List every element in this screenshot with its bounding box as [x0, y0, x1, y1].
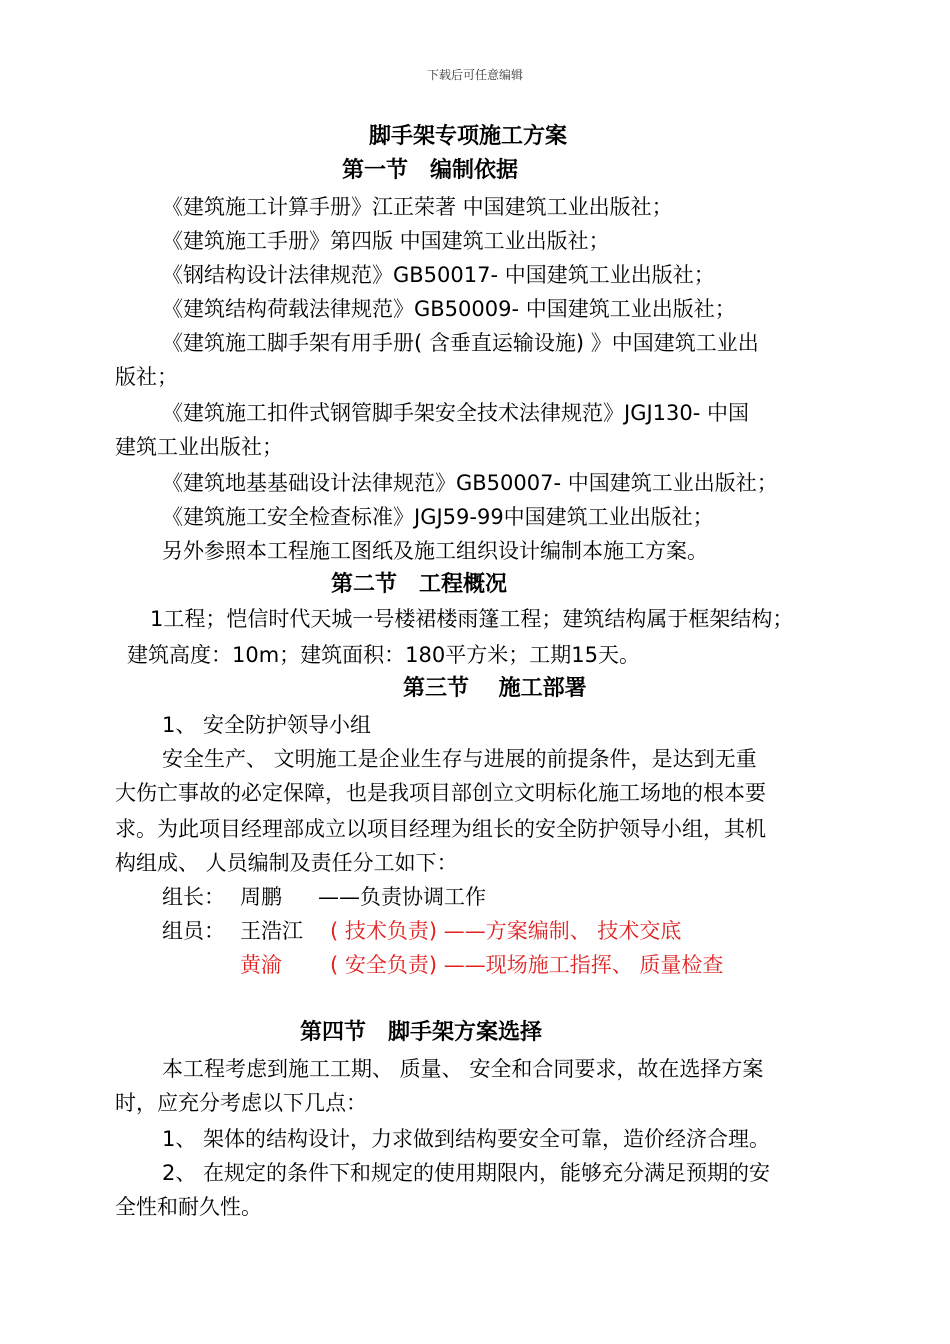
- document-title: 脚手架专项施工方案: [369, 124, 568, 149]
- paragraph-line: 本工程考虑到施工工期、 质量、 安全和合同要求，故在选择方案: [162, 1057, 764, 1081]
- paragraph-line: 大伤亡事故的必定保障，也是我项目部创立文明标化施工场地的根本要: [115, 781, 766, 805]
- member-duty: ( 安全负责) ——现场施工指挥、 质量检查: [330, 953, 724, 977]
- member-name: 黄渝: [240, 953, 282, 977]
- ref-line: 《建筑结构荷载法律规范》GB50009- 中国建筑工业出版社；: [162, 297, 736, 321]
- member-name: 王浩江: [240, 919, 303, 943]
- overview-line: 建筑高度：10m；建筑面积：180平方米；工期15天。: [127, 643, 640, 667]
- ref-line: 《建筑施工计算手册》江正荣著 中国建筑工业出版社；: [162, 195, 673, 219]
- list-item: 2、 在规定的条件下和规定的使用期限内，能够充分满足预期的安: [162, 1161, 771, 1185]
- list-item: 1、 架体的结构设计，力求做到结构要安全可靠，造价经济合理。: [162, 1127, 771, 1151]
- ref-line: 《建筑施工手册》第四版 中国建筑工业出版社；: [162, 229, 610, 253]
- section2-heading: 第二节 工程概况: [331, 572, 508, 597]
- paragraph-line: 安全生产、 文明施工是企业生存与进展的前提条件，是达到无重: [162, 747, 757, 771]
- ref-line: 《建筑施工脚手架有用手册( 含垂直运输设施) 》中国建筑工业出: [162, 331, 759, 355]
- paragraph-line: 求。为此项目经理部成立以项目经理为组长的安全防护领导小组，其机: [115, 817, 766, 841]
- subheading: 1、 安全防护领导小组: [162, 713, 372, 737]
- section4-heading: 第四节 脚手架方案选择: [300, 1020, 543, 1045]
- ref-line: 另外参照本工程施工图纸及施工组织设计编制本施工方案。: [162, 539, 708, 563]
- member-label: 组员：: [162, 919, 225, 943]
- ref-line: 《建筑施工扣件式钢管脚手架安全技术法律规范》JGJ130- 中国: [162, 401, 749, 425]
- overview-line: 1工程；恺信时代天城一号楼裙楼雨篷工程；建筑结构属于框架结构；: [150, 607, 794, 631]
- ref-line: 《建筑施工安全检查标准》JGJ59-99中国建筑工业出版社；: [162, 505, 714, 529]
- ref-line: 版社；: [115, 365, 178, 389]
- section1-heading: 第一节 编制依据: [342, 158, 519, 183]
- section3-heading: 第三节 施工部署: [403, 676, 587, 701]
- page-header: 下载后可任意编辑: [426, 68, 523, 82]
- leader-duty: ——负责协调工作: [318, 885, 486, 909]
- paragraph-line: 构组成、 人员编制及责任分工如下：: [115, 851, 458, 875]
- paragraph-line: 时，应充分考虑以下几点：: [115, 1091, 367, 1115]
- ref-line: 建筑工业出版社；: [115, 435, 283, 459]
- leader-label: 组长：: [162, 885, 225, 909]
- leader-name: 周鹏: [240, 885, 282, 909]
- ref-line: 《钢结构设计法律规范》GB50017- 中国建筑工业出版社；: [162, 263, 715, 287]
- member-duty: ( 技术负责) ——方案编制、 技术交底: [330, 919, 682, 943]
- list-item: 全性和耐久性。: [115, 1195, 262, 1219]
- ref-line: 《建筑地基基础设计法律规范》GB50007- 中国建筑工业出版社；: [162, 471, 778, 495]
